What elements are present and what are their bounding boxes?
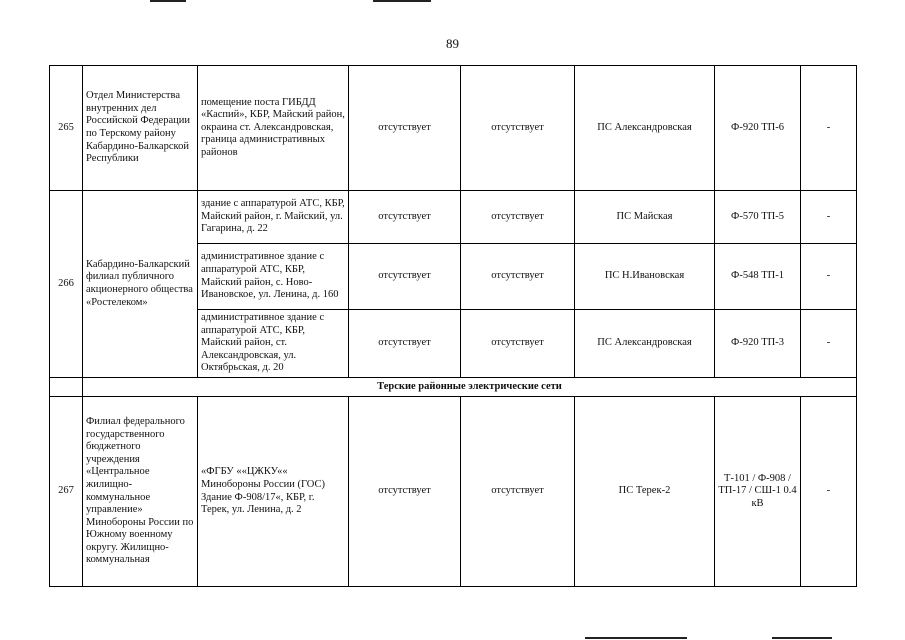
note-cell: - — [801, 310, 857, 378]
feeder-cell: Ф-548 ТП-1 — [715, 244, 801, 310]
status-cell: отсутствует — [349, 244, 461, 310]
feeder-cell: Ф-570 ТП-5 — [715, 191, 801, 244]
substation-cell: ПС Майская — [575, 191, 715, 244]
top-rule-left — [150, 0, 186, 2]
status-cell: отсутствует — [349, 397, 461, 587]
status-cell: отсутствует — [461, 191, 575, 244]
address-cell: здание с аппаратурой АТС, КБР, Майский район, г. Майский, ул. Гагарина, д. 22 — [198, 191, 349, 244]
row-number: 266 — [50, 191, 83, 378]
row-number: 265 — [50, 66, 83, 191]
section-title: Терские районные электрические сети — [83, 378, 857, 397]
substation-cell: ПС Александровская — [575, 66, 715, 191]
status-cell: отсутствует — [349, 191, 461, 244]
status-cell: отсутствует — [461, 244, 575, 310]
top-rule-right — [373, 0, 431, 2]
bottom-rule-right — [772, 637, 832, 639]
address-cell: «ФГБУ ««ЦЖКУ«« Минобороны России (ГОС) Здание Ф-908/17«, КБР, г. Терек, ул. Ленина, д. 2 — [198, 397, 349, 587]
section-blank-cell — [50, 378, 83, 397]
address-cell: административное здание с аппаратурой АТС, КБР, Майский район, с. Ново-Ивановское, ул. Ленина, д. 160 — [198, 244, 349, 310]
status-cell: отсутствует — [349, 310, 461, 378]
feeder-cell: Т-101 / Ф-908 / ТП-17 / СШ-1 0.4 кВ — [715, 397, 801, 587]
status-cell: отсутствует — [349, 66, 461, 191]
substation-cell: ПС Н.Ивановская — [575, 244, 715, 310]
address-cell: помещение поста ГИБДД «Каспий», КБР, Майский район, окраина ст. Александровская, граница административных районов — [198, 66, 349, 191]
page-number: 89 — [446, 36, 459, 51]
feeder-cell: Ф-920 ТП-3 — [715, 310, 801, 378]
substation-cell: ПС Терек-2 — [575, 397, 715, 587]
status-cell: отсутствует — [461, 397, 575, 587]
substation-cell: ПС Александровская — [575, 310, 715, 378]
status-cell: отсутствует — [461, 66, 575, 191]
row-number: 267 — [50, 397, 83, 587]
note-cell: - — [801, 66, 857, 191]
section-row — [50, 378, 857, 397]
feeder-cell: Ф-920 ТП-6 — [715, 66, 801, 191]
note-cell: - — [801, 397, 857, 587]
organization-cell: Филиал федерального государственного бюджетного учреждения «Центральное жилищно-коммунальное управление» Минобороны России по Южному военному округу. Жилищно-коммунальная — [83, 397, 198, 587]
note-cell: - — [801, 244, 857, 310]
status-cell: отсутствует — [461, 310, 575, 378]
organization-cell: Кабардино-Балкарский филиал публичного акционерного общества «Ростелеком» — [83, 191, 198, 378]
table-row — [50, 66, 857, 191]
organization-cell: Отдел Министерства внутренних дел Российской Федерации по Терскому району Кабардино-Балкарской Республики — [83, 66, 198, 191]
address-cell: административное здание с аппаратурой АТС, КБР, Майский район, ст. Александровская, ул. Октябрьская, д. 20 — [198, 310, 349, 378]
bottom-rule-left — [585, 637, 687, 639]
note-cell: - — [801, 191, 857, 244]
table-row — [50, 191, 857, 244]
table-row — [50, 397, 857, 587]
document-table — [49, 65, 857, 587]
